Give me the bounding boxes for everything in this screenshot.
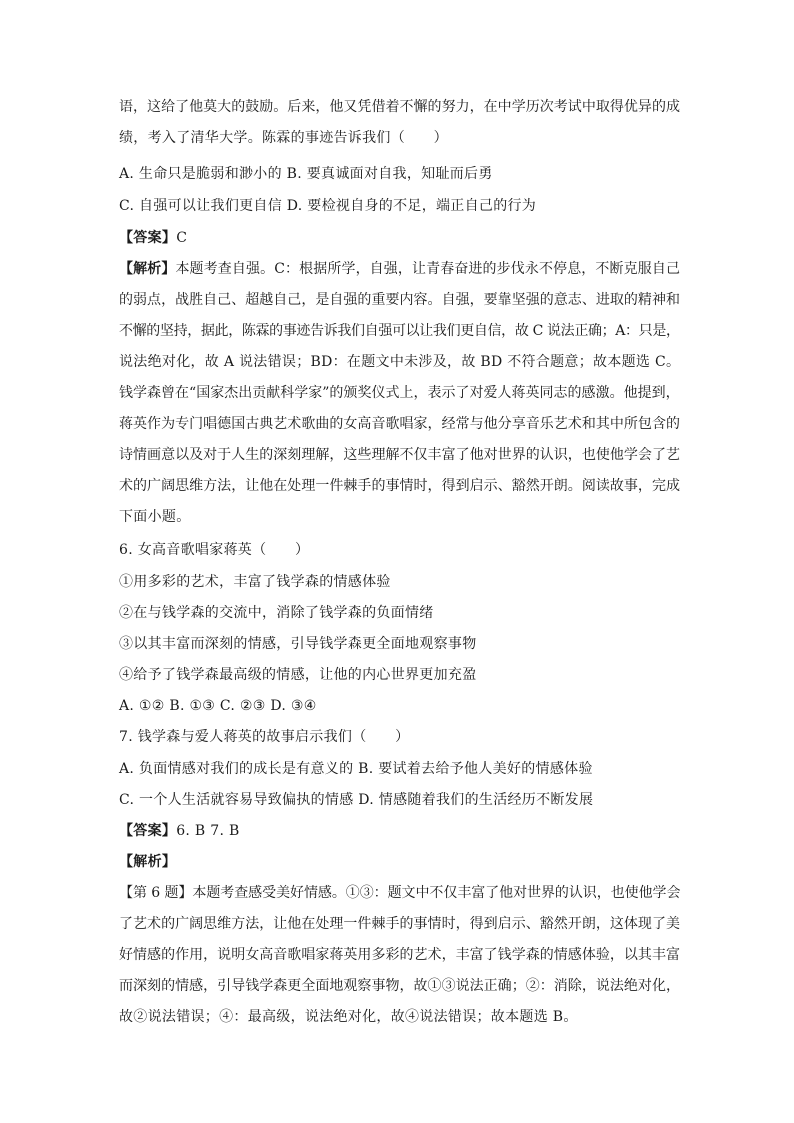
q67-answer — [119, 821, 240, 841]
q5-analysis-line: 不懈的坚持，据此，陈霖的事迹告诉我们自强可以让我们更自信，故 C 说法正确；A：只是， — [119, 323, 680, 339]
q67-analysis-line: 【第 6 题】本题考查感受美好情感。①③：题文中不仅丰富了他对世界的认识，也使他学会 — [119, 885, 681, 901]
q7-options-line: C. 一个人生活就容易导致偏执的情感 D. 情感随着我们的生活经历不断发展 — [119, 792, 594, 808]
analysis-label: 【解析】 — [119, 261, 176, 277]
q67-analysis-line: 故②说法错误；④：最高级，说法绝对化，故④说法错误；故本题选 B。 — [119, 1009, 578, 1025]
answer-value: C — [176, 230, 188, 246]
q6-stem: 6. 女高音歌唱家蒋英（ ） — [119, 542, 310, 558]
analysis-label: 【解析】 — [119, 854, 177, 870]
q6-item: ①用多彩的艺术，丰富了钱学森的情感体验 — [119, 574, 391, 590]
answer-value: 6. B 7. B — [176, 823, 240, 839]
analysis-text: 本题考查自强。C：根据所学，自强，让青春奋进的步伐永不停息，不断克服自己 — [175, 261, 681, 277]
q7-stem: 7. 钱学森与爱人蒋英的故事启示我们（ ） — [119, 729, 410, 745]
q5-analysis-line: 说法绝对化，故 A 说法错误；BD：在题文中未涉及，故 BD 不符合题意；故本题选 C。 — [119, 354, 681, 370]
q6-item: ②在与钱学森的交流中，消除了钱学森的负面情绪 — [119, 605, 434, 621]
q6-item: ③以其丰富而深刻的情感，引导钱学森更全面地观察事物 — [119, 636, 477, 652]
q67-analysis-line: 好情感的作用，说明女高音歌唱家蒋英用多彩的艺术，丰富了钱学森的情感体验，以其丰富 — [119, 947, 680, 963]
q6-item: ④给予了钱学森最高级的情感，让他的内心世界更加充盈 — [119, 667, 477, 683]
q5-analysis-line: 的弱点，战胜自己、超越自己，是自强的重要内容。自强，要靠坚强的意志、进取的精神和 — [119, 292, 680, 308]
answer-label: 【答案】 — [119, 230, 177, 246]
q5-context-line: 语，这给了他莫大的鼓励。后来，他又凭借着不懈的努力，在中学历次考试中取得优异的成 — [119, 99, 680, 115]
q5-options-line: C. 自强可以让我们更自信 D. 要检视自身的不足，端正自己的行为 — [119, 198, 537, 214]
passage-line: 术的广阔思维方法，让他在处理一件棘手的事情时，得到启示、豁然开朗。阅读故事，完成 — [119, 478, 680, 494]
q67-analysis-label — [119, 852, 176, 872]
passage-line: 钱学森曾在“国家杰出贡献科学家”的颁奖仪式上，表示了对爱人蒋英同志的感激。他提到， — [119, 385, 680, 401]
q6-options: A. ①② B. ①③ C. ②③ D. ③④ — [119, 698, 317, 714]
q67-analysis-line: 了艺术的广阔思维方法，让他在处理一件棘手的事情时，得到启示、豁然开朗，这体现了美 — [119, 916, 680, 932]
q67-analysis-line: 而深刻的情感，引导钱学森更全面地观察事物，故①③说法正确；②：消除，说法绝对化， — [119, 978, 680, 994]
q5-analysis-line — [119, 259, 680, 279]
q5-options-line: A. 生命只是脆弱和渺小的 B. 要真诚面对自我，知耻而后勇 — [119, 166, 493, 182]
q5-context-line: 绩，考入了清华大学。陈霖的事迹告诉我们（ ） — [119, 130, 448, 146]
q5-answer — [119, 228, 187, 248]
passage-line: 蒋英作为专门唱德国古典艺术歌曲的女高音歌唱家，经常与他分享音乐艺术和其中所包含的 — [119, 416, 680, 432]
answer-label: 【答案】 — [119, 823, 177, 839]
passage-line: 下面小题。 — [119, 509, 191, 525]
q7-options-line: A. 负面情感对我们的成长是有意义的 B. 要试着去给予他人美好的情感体验 — [119, 761, 593, 777]
passage-line: 诗情画意以及对于人生的深刻理解，这些理解不仅丰富了他对世界的认识，也使他学会了艺 — [119, 447, 680, 463]
